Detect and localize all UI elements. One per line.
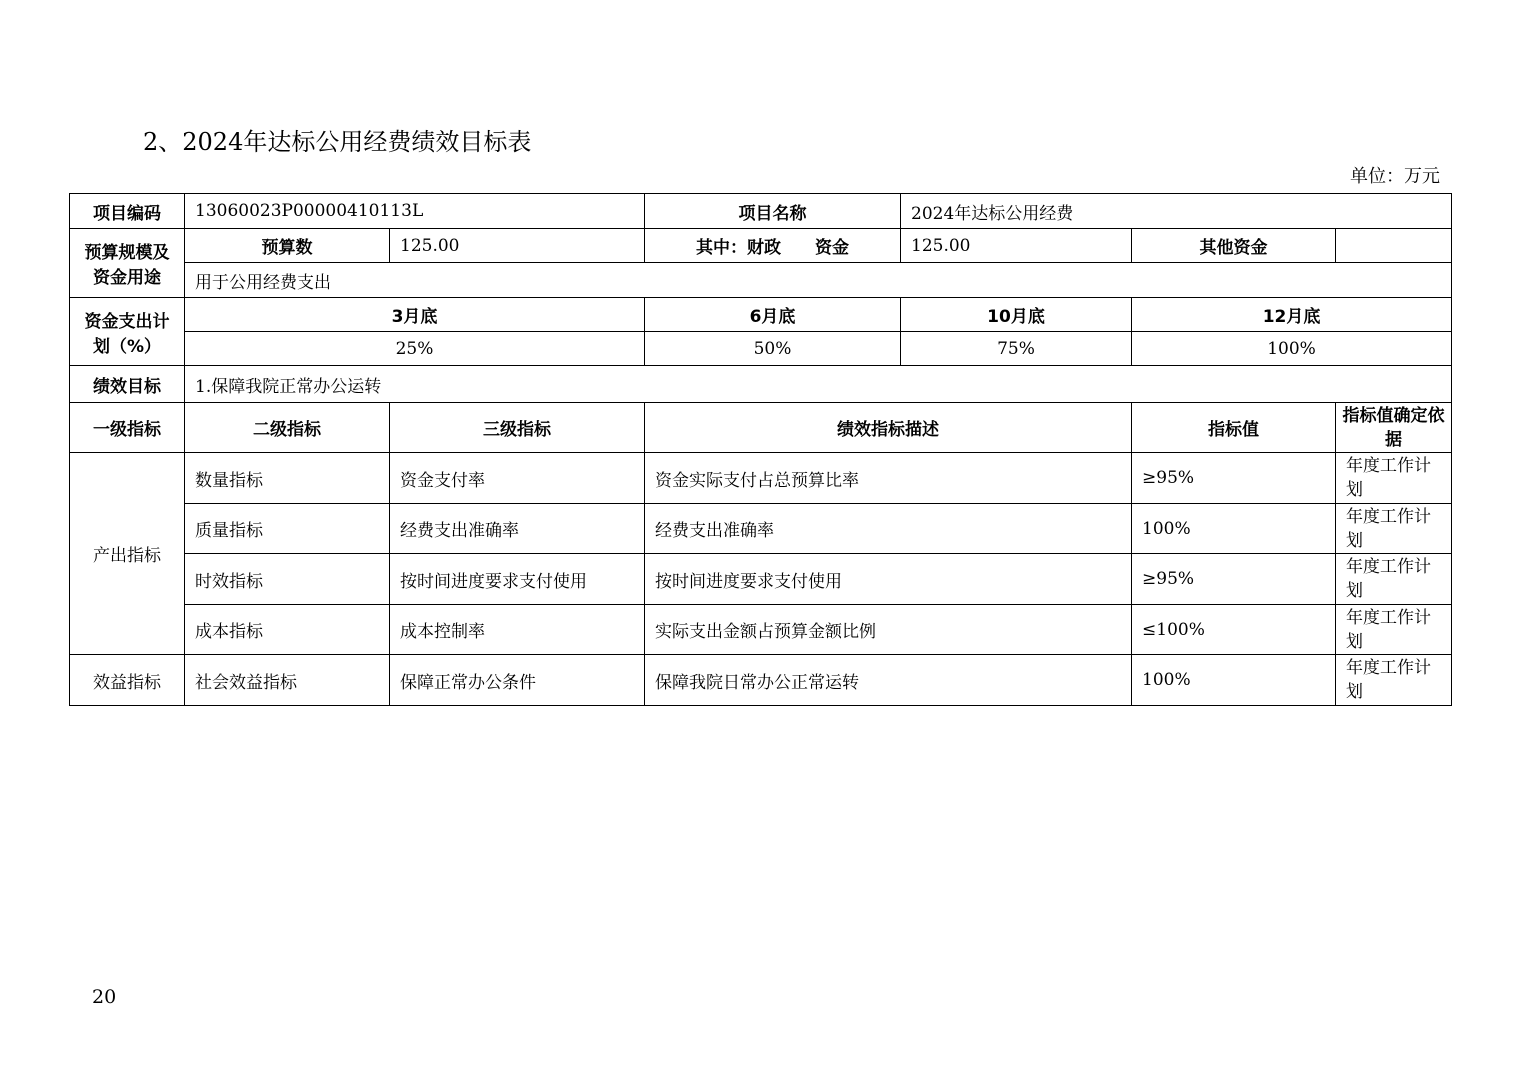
plan-value: 100% xyxy=(1132,332,1452,366)
table-row xyxy=(70,194,1452,229)
table-row xyxy=(70,263,1452,298)
table-row xyxy=(70,504,1452,554)
table-row xyxy=(70,229,1452,263)
plan-month: 3月底 xyxy=(185,298,645,332)
plan-value: 50% xyxy=(645,332,901,366)
plan-month: 12月底 xyxy=(1132,298,1452,332)
level2-cell: 社会效益指标 xyxy=(185,655,390,706)
spending-plan-label: 资金支出计划（%） xyxy=(70,298,185,366)
level2-cell: 质量指标 xyxy=(185,504,390,554)
column-header: 二级指标 xyxy=(185,403,390,453)
column-header: 一级指标 xyxy=(70,403,185,453)
table-row xyxy=(70,332,1452,366)
level3-cell: 资金支付率 xyxy=(390,453,645,504)
project-name-label: 项目名称 xyxy=(645,194,901,229)
performance-target-table xyxy=(69,193,1452,706)
project-code: 13060023P00000410113L xyxy=(185,194,645,229)
level3-cell: 保障正常办公条件 xyxy=(390,655,645,706)
goal-label: 绩效目标 xyxy=(70,366,185,403)
page-title: 2、2024年达标公用经费绩效目标表 xyxy=(143,128,532,156)
description-cell: 实际支出金额占预算金额比例 xyxy=(645,605,1132,655)
fund-usage: 用于公用经费支出 xyxy=(185,263,1452,298)
budget-scale-label: 预算规模及资金用途 xyxy=(70,229,185,298)
goal-text: 1.保障我院正常办公运转 xyxy=(185,366,1452,403)
column-header: 指标值 xyxy=(1132,403,1336,453)
budget-amount: 125.00 xyxy=(390,229,645,263)
table-header-row xyxy=(70,403,1452,453)
plan-value: 75% xyxy=(901,332,1132,366)
table-row xyxy=(70,554,1452,605)
output-category: 产出指标 xyxy=(70,453,185,655)
basis-cell: 年度工作计划 xyxy=(1336,605,1452,655)
level2-cell: 时效指标 xyxy=(185,554,390,605)
table-row xyxy=(70,655,1452,706)
column-header: 绩效指标描述 xyxy=(645,403,1132,453)
basis-cell: 年度工作计划 xyxy=(1336,554,1452,605)
fiscal-funds: 125.00 xyxy=(901,229,1132,263)
column-header: 三级指标 xyxy=(390,403,645,453)
value-cell: ≥95% xyxy=(1132,453,1336,504)
project-code-label: 项目编码 xyxy=(70,194,185,229)
table-row xyxy=(70,298,1452,332)
project-name: 2024年达标公用经费 xyxy=(901,194,1452,229)
description-cell: 经费支出准确率 xyxy=(645,504,1132,554)
other-funds-label: 其他资金 xyxy=(1132,229,1336,263)
value-cell: 100% xyxy=(1132,504,1336,554)
value-cell: ≤100% xyxy=(1132,605,1336,655)
level2-cell: 数量指标 xyxy=(185,453,390,504)
unit-label: 单位：万元 xyxy=(1350,166,1440,187)
value-cell: ≥95% xyxy=(1132,554,1336,605)
level2-cell: 成本指标 xyxy=(185,605,390,655)
description-cell: 资金实际支付占总预算比率 xyxy=(645,453,1132,504)
benefit-category: 效益指标 xyxy=(70,655,185,706)
description-cell: 按时间进度要求支付使用 xyxy=(645,554,1132,605)
basis-cell: 年度工作计划 xyxy=(1336,655,1452,706)
table-row xyxy=(70,605,1452,655)
basis-cell: 年度工作计划 xyxy=(1336,453,1452,504)
plan-month: 10月底 xyxy=(901,298,1132,332)
table-row xyxy=(70,453,1452,504)
fiscal-funds-label: 其中：财政 资金 xyxy=(645,229,901,263)
budget-amount-label: 预算数 xyxy=(185,229,390,263)
column-header: 指标值确定依据 xyxy=(1336,403,1452,453)
level3-cell: 按时间进度要求支付使用 xyxy=(390,554,645,605)
level3-cell: 成本控制率 xyxy=(390,605,645,655)
other-funds xyxy=(1336,229,1452,263)
level3-cell: 经费支出准确率 xyxy=(390,504,645,554)
table-row xyxy=(70,366,1452,403)
page-number: 20 xyxy=(92,986,117,1008)
basis-cell: 年度工作计划 xyxy=(1336,504,1452,554)
description-cell: 保障我院日常办公正常运转 xyxy=(645,655,1132,706)
value-cell: 100% xyxy=(1132,655,1336,706)
plan-value: 25% xyxy=(185,332,645,366)
plan-month: 6月底 xyxy=(645,298,901,332)
